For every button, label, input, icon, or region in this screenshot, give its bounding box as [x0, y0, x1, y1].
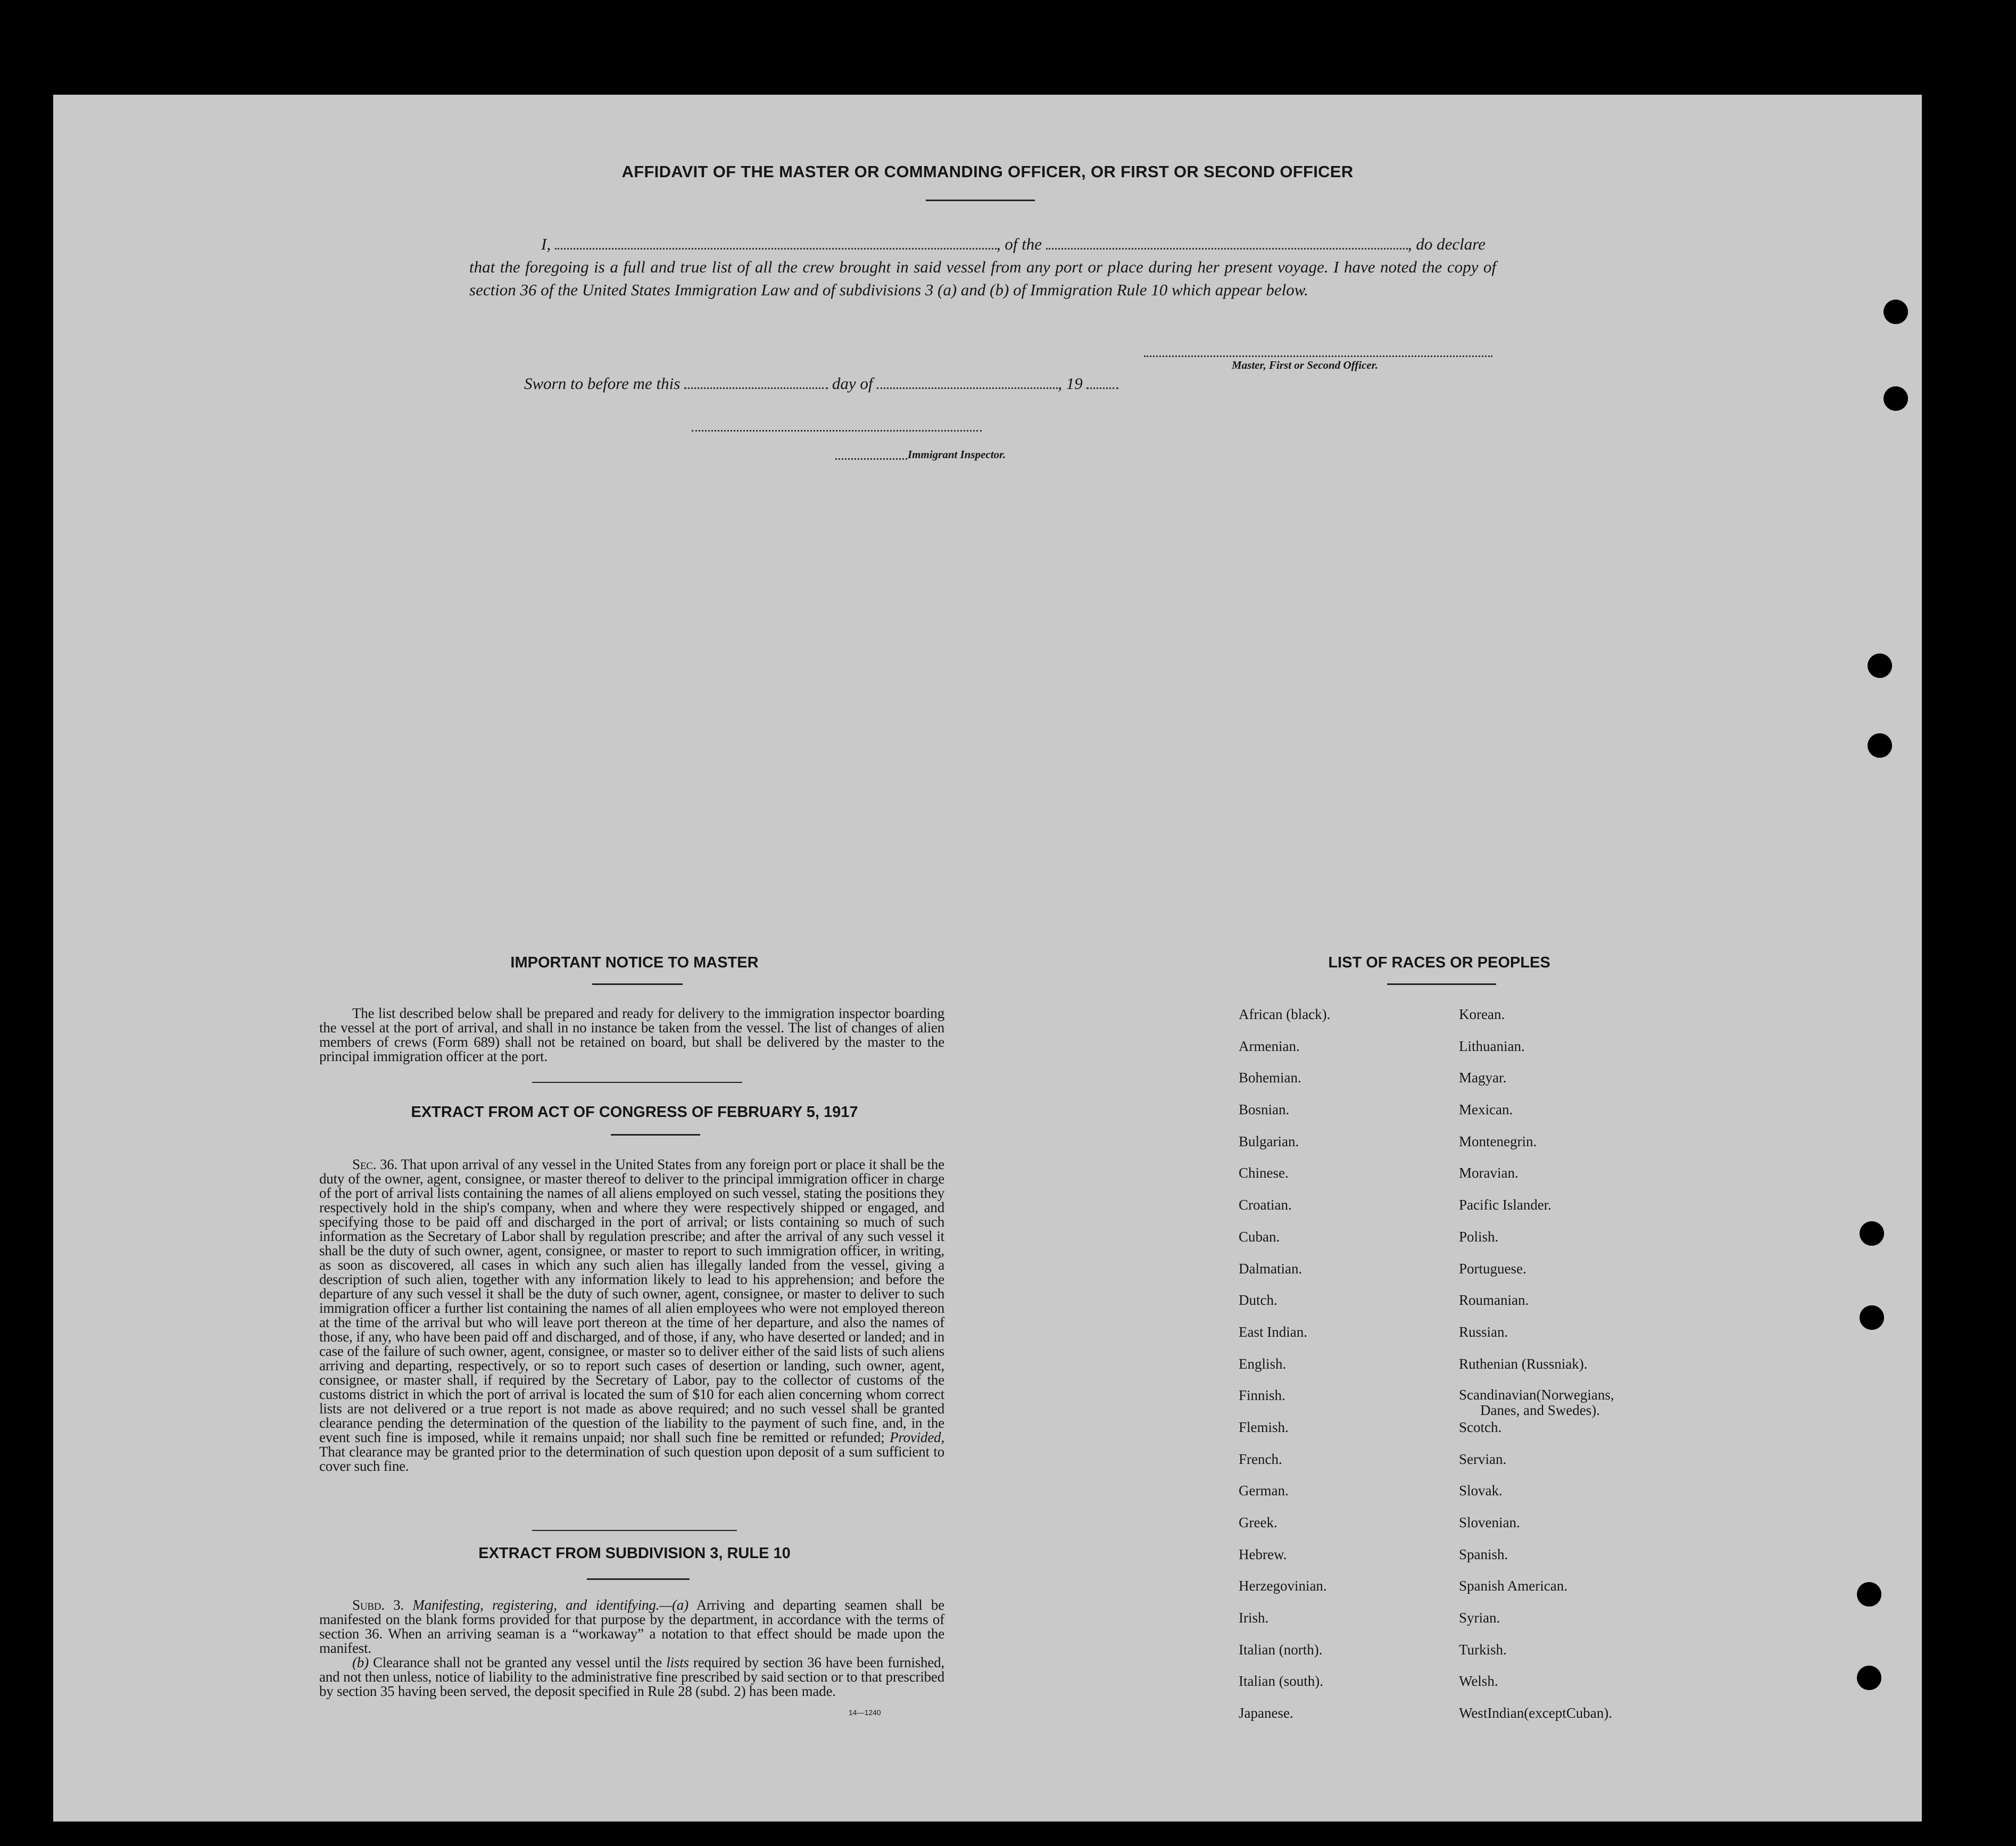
race-item: Portuguese.: [1459, 1260, 1526, 1277]
race-item: Slovak.: [1459, 1483, 1503, 1499]
race-item: Slovenian.: [1459, 1514, 1520, 1530]
races-left-column: [1239, 1006, 1330, 1737]
binder-hole: [1857, 1582, 1881, 1607]
act-sec-label: Sec. 36.: [352, 1156, 398, 1172]
race-item: Polish.: [1459, 1228, 1499, 1245]
binder-hole: [1868, 733, 1892, 758]
race-item: English.: [1239, 1355, 1287, 1372]
race-item: Armenian.: [1239, 1038, 1300, 1054]
sworn-year: , 19: [1058, 374, 1083, 393]
race-item: Bosnian.: [1239, 1102, 1290, 1118]
race-item: Servian.: [1459, 1451, 1507, 1467]
race-item: Montenegrin.: [1459, 1133, 1537, 1149]
do-declare-label: , do declare: [1407, 235, 1486, 253]
race-item: Lithuanian.: [1459, 1038, 1525, 1054]
races-title: LIST OF RACES OR PEOPLES: [1328, 954, 1550, 971]
race-item: Mexican.: [1459, 1102, 1513, 1118]
rule-para-a: [319, 1598, 944, 1655]
race-item: Korean.: [1459, 1006, 1505, 1022]
race-item: Flemish.: [1239, 1419, 1289, 1435]
race-item: Scandinavian(Norwegians,: [1459, 1387, 1614, 1403]
binder-hole: [1884, 300, 1908, 324]
form-sheet: [53, 95, 1922, 1822]
affidavit-i-label: I,: [541, 235, 551, 253]
race-item: Syrian.: [1459, 1610, 1500, 1626]
of-the-label: , of the: [996, 235, 1042, 253]
binder-hole: [1868, 653, 1892, 678]
race-item: Spanish American.: [1459, 1578, 1567, 1594]
binder-hole: [1857, 1666, 1881, 1690]
races-right-column: [1459, 1006, 1614, 1737]
race-item: Italian (south).: [1239, 1673, 1323, 1690]
race-item: Moravian.: [1459, 1165, 1519, 1181]
race-item: Chinese.: [1239, 1165, 1289, 1181]
affidavit-first-line: [522, 232, 1549, 255]
inspector-caption-lead: [835, 458, 907, 460]
race-item: Finnish.: [1239, 1387, 1285, 1404]
signature-line: [1144, 355, 1492, 357]
section-divider-1: [532, 1082, 742, 1083]
act-body: [319, 1157, 944, 1474]
race-item: East Indian.: [1239, 1323, 1307, 1340]
notice-body: The list described below shall be prepared and ready for delivery to the immigration inspector boarding the vessel at the port of arrival, and shall in no instance be taken from the vessel. The list of changes of alien members of crews (Form 689) shall not be retained on board, but shall be delivered by the master to the principal immigration officer at the port.: [319, 1005, 944, 1064]
act-divider: [611, 1134, 700, 1136]
race-item: Scotch.: [1459, 1419, 1502, 1435]
race-item: Dutch.: [1239, 1292, 1277, 1309]
race-item: Russian.: [1459, 1323, 1508, 1340]
race-item: African (black).: [1239, 1006, 1331, 1022]
section-divider-2: [532, 1530, 737, 1531]
inspector-caption: Immigrant Inspector.: [908, 448, 1006, 461]
rule-subd-heading: Manifesting, registering, and identifying.—(a): [412, 1597, 688, 1613]
race-item: Welsh.: [1459, 1673, 1498, 1690]
sworn-prefix: Sworn to before me this: [524, 374, 681, 393]
race-item: Japanese.: [1239, 1705, 1293, 1721]
act-text: That upon arrival of any vessel in the United States from any foreign port or place it shall be the duty of the owner, agent, consignee, or master thereof to deliver to the principal immigration officer in charge of the port of arrival lists containing the names of all aliens employed on such vessel, stating the positions they respectively hold in the ship's company, when and where they were respectively shipped or engaged, and specifying those to be paid off and discharged in the port of arrival; or lists containing so much of such information as the Secretary of Labor shall by regulation prescribe; and after the arrival of any such vessel it shall be the duty of such owner, agent, consignee, or master to report to such immigration officer, in writing, as soon as discovered, all cases in which any such alien has illegally landed from the vessel, giving a description of such alien, together with any information likely to lead to his apprehension; and before the departure of any such vessel it shall be the duty of such owner, agent, consignee, or master to deliver to such immigration officer a further list containing the names of all alien employees who were not employed thereon at the time of the arrival but who will leave port thereon at the time of her departure, and also the names of those, if any, who have been paid off and discharged, and of those, if any, who have deserted or landed; and in case of the failure of such owner, agent, consignee, or master so to deliver either of the said lists of such aliens arriving and departing, respectively, or so to report such cases of desertion or landing, such owner, agent, consignee, or master shall, if required by the Secretary of Labor, pay to the collector of customs of the customs district in which the port of arrival is located the sum of $10 for each alien concerning whom correct lists are not delivered or a true report is not made as above required; and no such vessel shall be granted clearance pending the determination of the question of the liability to the payment of such fine, and, in the event such fine is imposed, while it remains unpaid; nor shall such fine be remitted or refunded;: [319, 1156, 945, 1445]
race-item: Roumanian.: [1459, 1292, 1529, 1309]
races-divider: [1387, 983, 1496, 985]
form-number: 14—1240: [849, 1708, 881, 1717]
rule-para-b-label: (b): [352, 1654, 369, 1670]
sworn-month-blank: [877, 371, 1058, 389]
binder-hole: [1860, 1221, 1884, 1246]
race-item: Spanish.: [1459, 1546, 1508, 1562]
title-divider: [926, 200, 1035, 201]
race-item: Dalmatian.: [1239, 1260, 1302, 1277]
inspector-signature-line: [692, 430, 982, 432]
race-item: WestIndian(exceptCuban).: [1459, 1705, 1612, 1721]
rule-para-b-text-2: required by section 36 have been furnished, and not then unless, notice of liability to the administrative fine prescribed by said section or to that prescribed by section 35 having been served, the deposit specified in Rule 28 (subd. 2) has been made.: [319, 1654, 944, 1699]
notice-title: IMPORTANT NOTICE TO MASTER: [510, 954, 759, 971]
rule-body: [319, 1598, 944, 1699]
act-title: EXTRACT FROM ACT OF CONGRESS OF FEBRUARY 5, 1917: [411, 1104, 858, 1121]
rule-para-a-text: Arriving and departing seamen shall be manifested on the blank forms provided for that purpose by the department, in accordance with the terms of section 36. When an arriving seaman is a “workaway” a notation to that effect should be made upon the manifest.: [319, 1597, 944, 1656]
race-item-scandinavian: [1459, 1387, 1614, 1419]
affidavit-body: that the foregoing is a full and true list of all the crew brought in said vessel from any port or place during her present voyage. I have noted the copy of section 36 of the United States Immigration Law and of subdivisions 3 (a) and (b) of Immigration Rule 10 which appear below.: [469, 258, 1496, 299]
race-item: Turkish.: [1459, 1641, 1507, 1658]
race-item: Pacific Islander.: [1459, 1197, 1552, 1213]
race-item-continued: Danes, and Swedes).: [1480, 1402, 1600, 1419]
race-item: Herzegovinian.: [1239, 1578, 1327, 1594]
race-item: German.: [1239, 1483, 1289, 1499]
race-item: Italian (north).: [1239, 1641, 1323, 1658]
notice-divider: [592, 983, 683, 985]
race-item: Irish.: [1239, 1610, 1269, 1626]
signature-caption: Master, First or Second Officer.: [1232, 359, 1378, 371]
race-item: Croatian.: [1239, 1197, 1292, 1213]
rule-title: EXTRACT FROM SUBDIVISION 3, RULE 10: [478, 1545, 791, 1562]
race-item: Hebrew.: [1239, 1546, 1287, 1562]
binder-hole: [1860, 1305, 1884, 1330]
race-item: Cuban.: [1239, 1228, 1280, 1245]
act-text-end: That clearance may be granted prior to the determination of such question upon deposit of a sum sufficient to cover such fine.: [319, 1444, 944, 1474]
binder-hole: [1884, 386, 1908, 411]
race-item: Bohemian.: [1239, 1070, 1301, 1086]
vessel-blank: [1046, 232, 1408, 250]
race-item: Greek.: [1239, 1514, 1277, 1530]
race-item: Ruthenian (Russniak).: [1459, 1355, 1588, 1372]
sworn-day-blank: [684, 371, 828, 389]
rule-para-b-text-1: Clearance shall not be granted any vessel until the: [372, 1654, 662, 1670]
rule-para-b: [319, 1655, 944, 1699]
rule-para-b-lists: lists: [666, 1654, 689, 1670]
rule-subd-label: Subd. 3.: [352, 1597, 404, 1613]
rule-divider: [587, 1578, 690, 1580]
sworn-line: [524, 371, 1118, 395]
race-item: Bulgarian.: [1239, 1133, 1299, 1149]
race-item: Magyar.: [1459, 1070, 1507, 1086]
sworn-year-blank: [1086, 371, 1118, 389]
affidavit-title: AFFIDAVIT OF THE MASTER OR COMMANDING OFFICER, OR FIRST OR SECOND OFFICER: [621, 162, 1354, 181]
name-blank: [555, 232, 997, 250]
race-item: French.: [1239, 1451, 1282, 1467]
sworn-day-of: day of: [832, 374, 873, 393]
act-provided: Provided,: [890, 1429, 944, 1445]
